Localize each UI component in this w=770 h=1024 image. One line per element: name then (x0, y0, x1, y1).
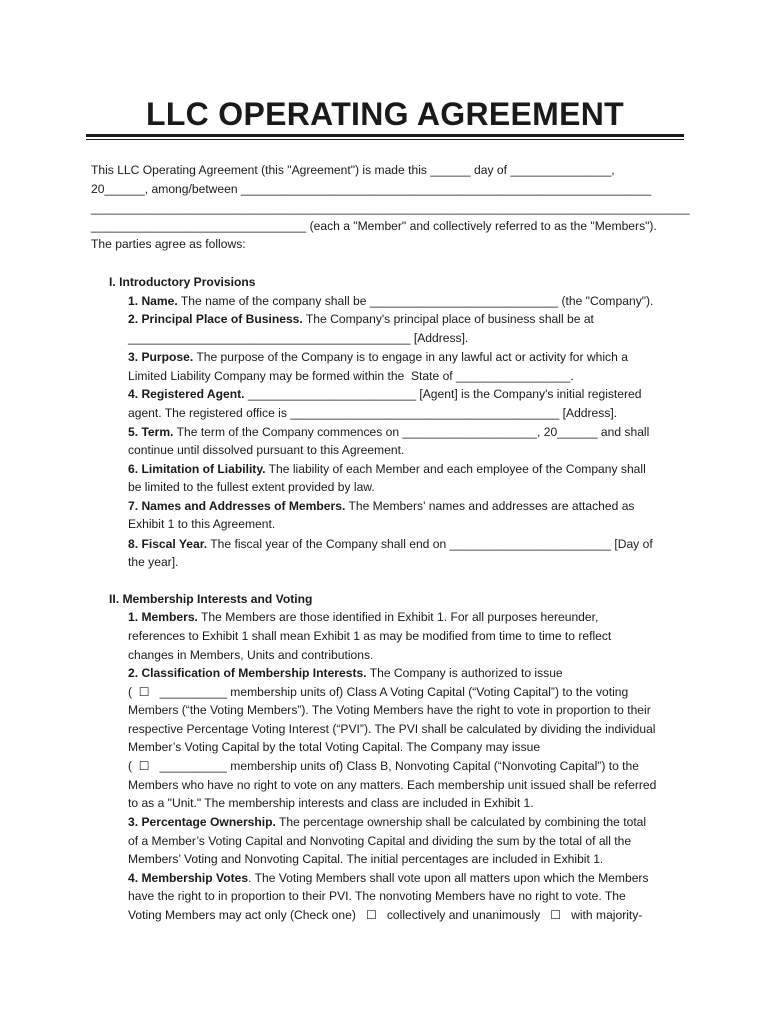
clause-text: be limited to the fullest extent provided by law. (128, 480, 375, 494)
clause-text: references to Exhibit 1 shall mean Exhibit 1 as may be modified from time to time to reflect (128, 629, 612, 643)
clause-text: Members who have no right to vote on any matters. Each membership unit issued shall be referred (128, 778, 657, 792)
clause-text: the year]. (128, 555, 179, 569)
clause-text: Members’ Voting and Nonvoting Capital. The initial percentages are included in Exhibit 1. (128, 852, 604, 866)
clause-label: 4. Registered Agent. (128, 387, 245, 401)
clause-text: changes in Members, Units and contributions. (128, 648, 374, 662)
intro-line: ________________________________ (each a "Member" and collectively referred to as the "Members"). (91, 219, 657, 233)
clause-text: The liability of each Member and each employee of the Company shall (265, 462, 646, 476)
clause-text: _________________________ [Agent] is the Company's initial registered (244, 387, 642, 401)
clause-text: Member’s Voting Capital by the total Voting Capital. The Company may issue (128, 740, 541, 754)
clause-names-addresses (128, 498, 634, 514)
clause-text: continue until dissolved pursuant to this Agreement. (128, 443, 405, 457)
clause-label: 2. Classification of Membership Interests. (128, 666, 367, 680)
clause-text: respective Percentage Voting Interest (“PVI”). The PVI shall be calculated by dividing the individual (128, 722, 656, 736)
clause-text: The Company is authorized to issue (366, 666, 563, 680)
clause-text: of a Member’s Voting Capital and Nonvoting Capital and dividing the sum by the total of all the (128, 834, 632, 848)
clause-classification (128, 665, 563, 681)
clause-text: have the right to in proportion to their PVI. The nonvoting Members have no right to vote. The (128, 889, 626, 903)
clause-text-with-checkbox[interactable]: ( ☐ __________ membership units of) Class A Voting Capital (“Voting Capital”) to the voting (128, 685, 629, 699)
clause-text-with-checkbox[interactable]: Voting Members may act only (Check one) ☐ collectively and unanimously ☐ with majority- (128, 908, 643, 922)
clause-text: The Members are those identified in Exhibit 1. For all purposes hereunder, (197, 610, 599, 624)
clause-text: The name of the company shall be ____________________________ (the "Company"). (177, 294, 654, 308)
clause-text: Exhibit 1 to this Agreement. (128, 517, 276, 531)
clause-text-with-checkbox[interactable]: ( ☐ __________ membership units of) Class B, Nonvoting Capital (“Nonvoting Capital”) to the (128, 759, 639, 773)
clause-text: The percentage ownership shall be calculated by combining the total (275, 815, 647, 829)
clause-term (128, 424, 649, 440)
clause-label: 1. Name. (128, 294, 178, 308)
clause-label: 4. Membership Votes (128, 871, 249, 885)
clause-text: __________________________________________ [Address]. (128, 331, 469, 345)
clause-text: to as a "Unit." The membership interests and class are included in Exhibit 1. (128, 796, 534, 810)
intro-line: _________________________________________________________________________________________ (91, 201, 690, 215)
clause-text: . The Voting Members shall vote upon all matters upon which the Members (248, 871, 649, 885)
clause-text: The Company's principal place of business shall be at (302, 312, 594, 326)
clause-membership-votes (128, 870, 649, 886)
intro-line: 20______, among/between _____________________________________________________________ (91, 182, 652, 196)
clause-fiscal-year (128, 536, 653, 552)
clause-percentage-ownership (128, 814, 646, 830)
clause-text: Limited Liability Company may be formed within the State of _________________. (128, 369, 574, 383)
clause-label: 8. Fiscal Year. (128, 537, 208, 551)
clause-label: 6. Limitation of Liability. (128, 462, 266, 476)
clause-name (128, 293, 653, 309)
clause-text: The term of the Company commences on ____________________, 20______ and shall (173, 425, 650, 439)
clause-label: 3. Purpose. (128, 350, 194, 364)
clause-text: agent. The registered office is ________________________________________ [Address]. (128, 406, 618, 420)
intro-line: This LLC Operating Agreement (this "Agreement") is made this ______ day of _______________, (91, 163, 615, 177)
clause-registered-agent (128, 386, 642, 402)
clause-text: Members (“the Voting Members”). The Voting Members have the right to vote in proportion to their (128, 703, 651, 717)
clause-text: The purpose of the Company is to engage in any lawful act or activity for which a (193, 350, 628, 364)
clause-text: The Members' names and addresses are attached as (345, 499, 635, 513)
section-heading: II. Membership Interests and Voting (109, 592, 313, 606)
title-rule-thick (86, 134, 684, 137)
intro-line: The parties agree as follows: (91, 237, 246, 251)
clause-text: The fiscal year of the Company shall end on ________________________ [Day of (207, 537, 653, 551)
section-heading: I. Introductory Provisions (109, 275, 256, 289)
clause-label: 5. Term. (128, 425, 174, 439)
clause-principal-place (128, 311, 594, 327)
title-rule-thin (86, 139, 684, 140)
clause-label: 2. Principal Place of Business. (128, 312, 303, 326)
clause-label: 1. Members. (128, 610, 198, 624)
clause-limitation (128, 461, 646, 477)
clause-members (128, 609, 598, 625)
clause-label: 7. Names and Addresses of Members. (128, 499, 346, 513)
page-title: LLC OPERATING AGREEMENT (145, 96, 624, 132)
clause-label: 3. Percentage Ownership. (128, 815, 276, 829)
clause-purpose (128, 349, 628, 365)
